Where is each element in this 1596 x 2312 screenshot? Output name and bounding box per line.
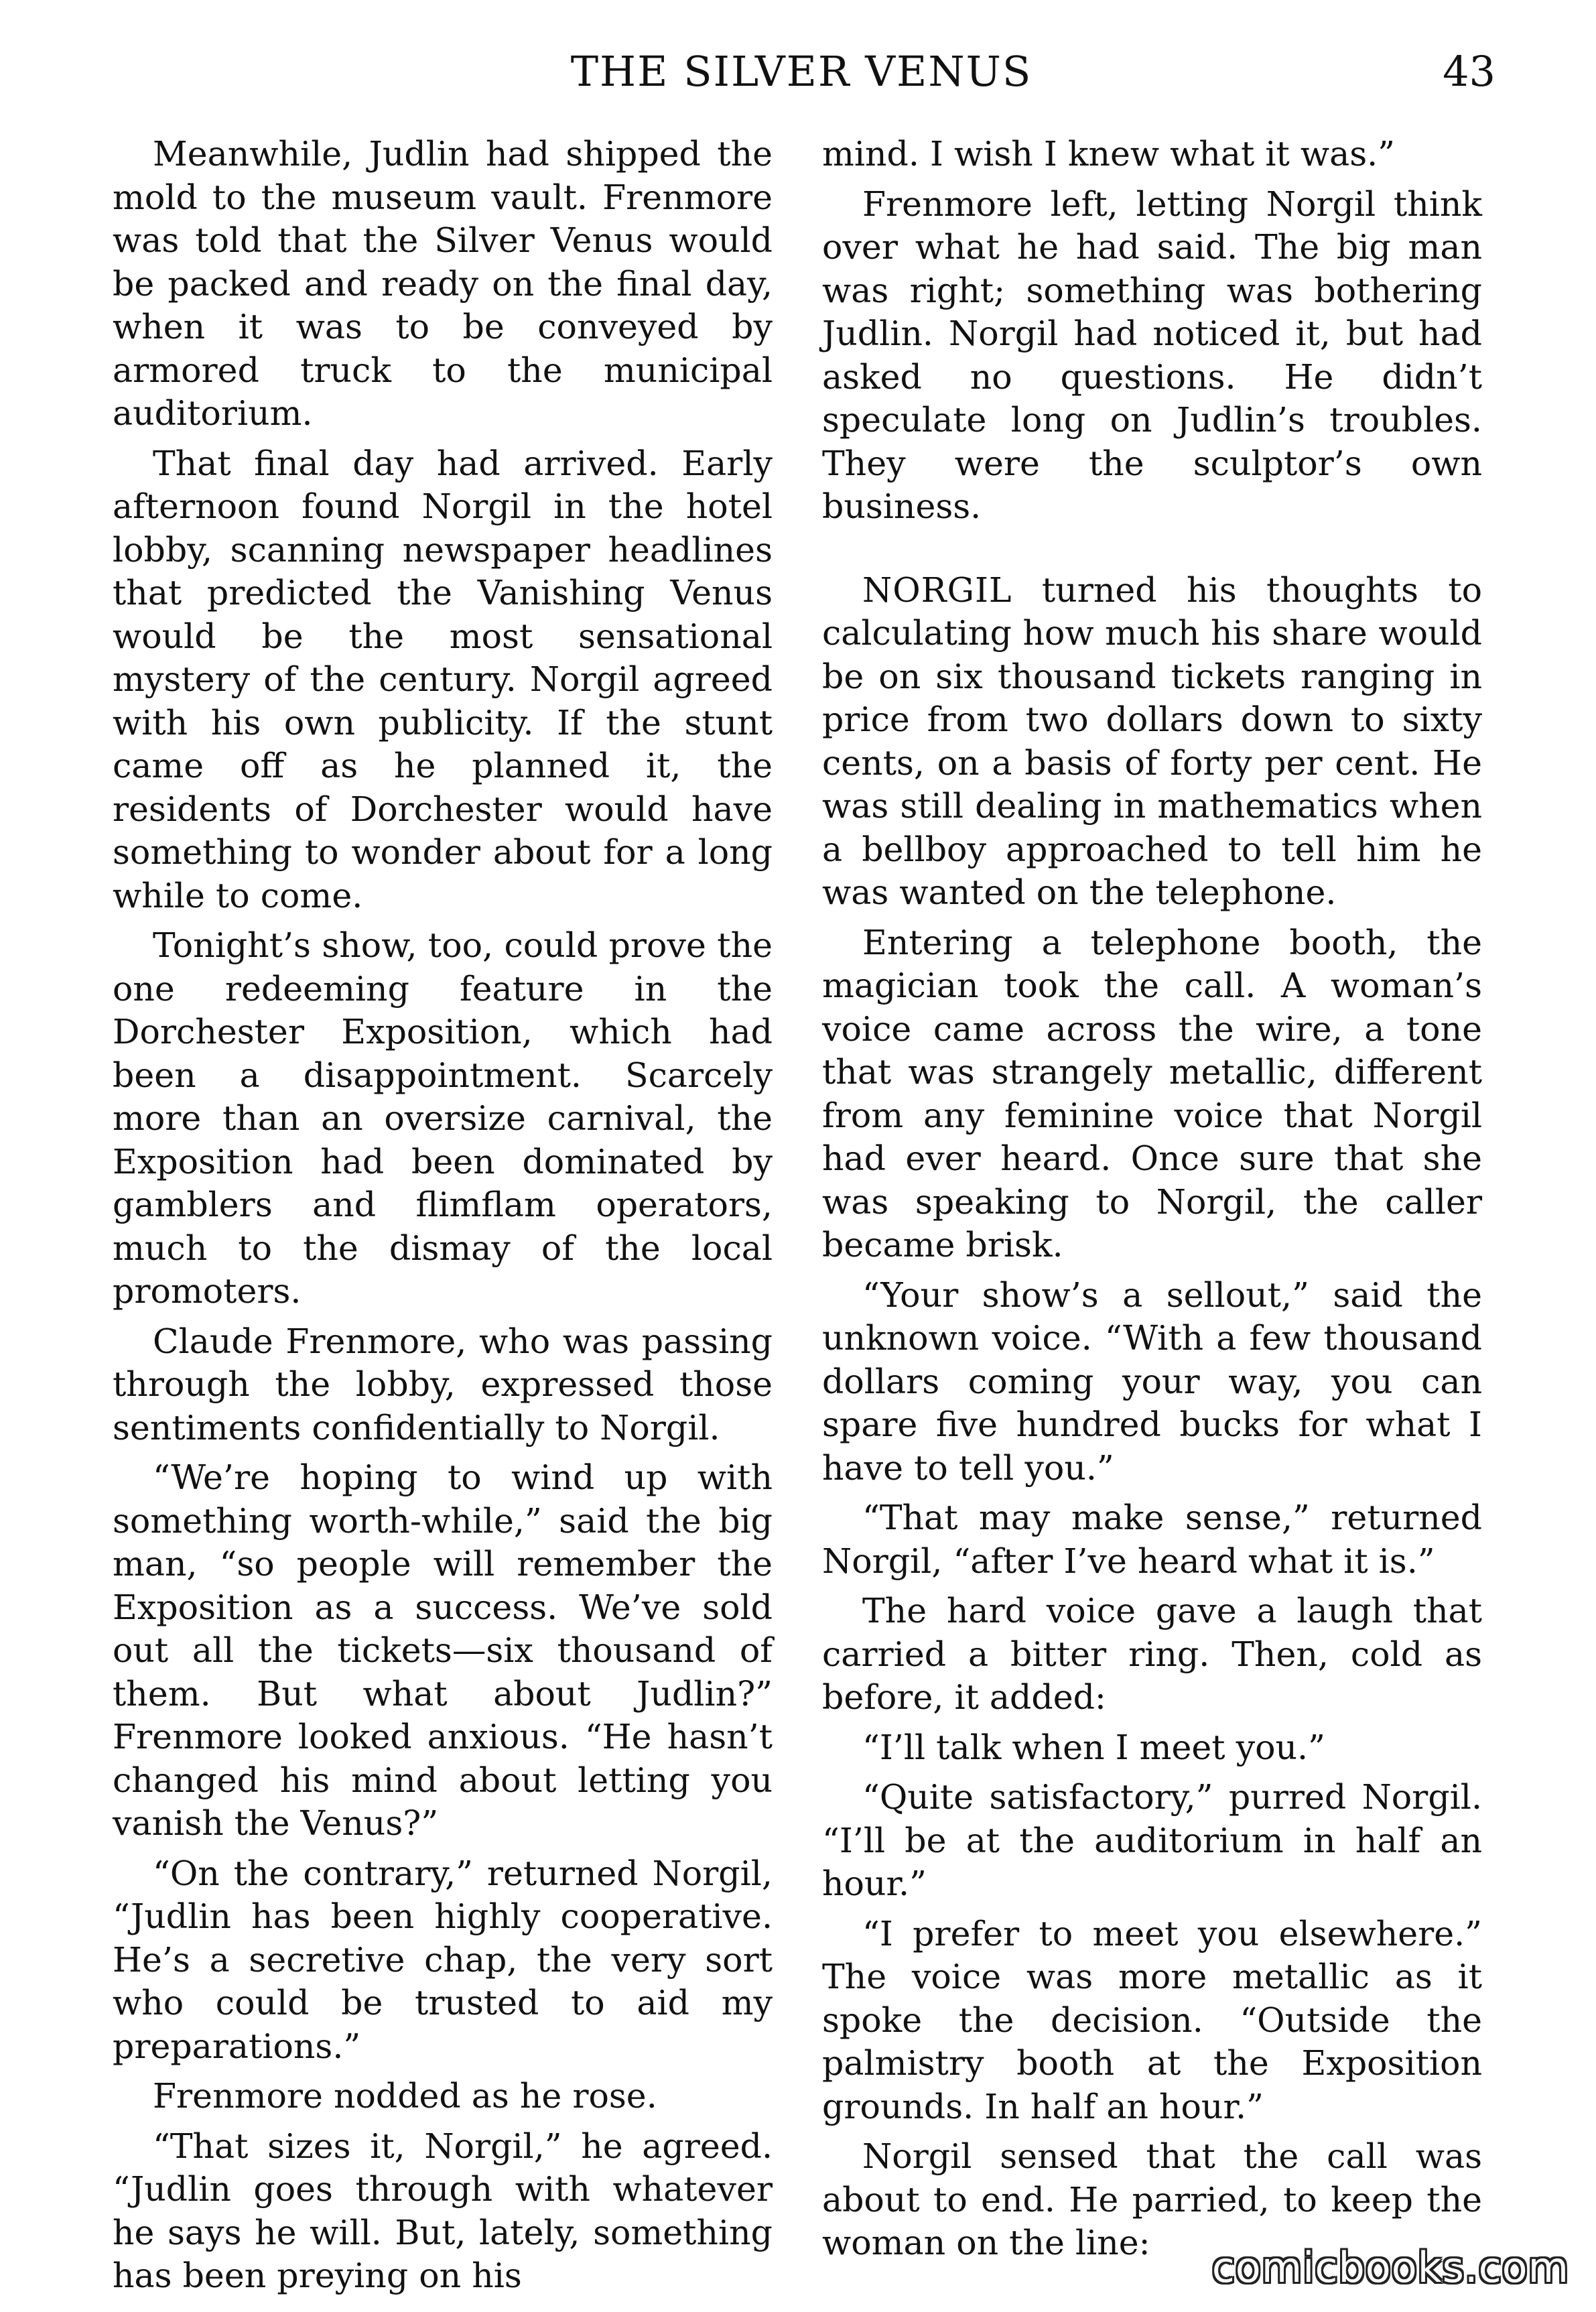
paragraph: Tonight’s show, too, could prove the one redeeming feature in the Dorchester Exposition, which had been a disappointment. Scarcely more than an oversize carnival, the Exposition had been dominated by gamblers and flimflam operators, much to the dismay of the local promoters.	[113, 925, 773, 1311]
page-header	[107, 47, 1495, 107]
paragraph: Entering a telephone booth, the magician took the call. A woman’s voice came across the wire, a tone that was strangely metallic, different from any feminine voice that Norgil had ever heard. Once sure that she was speaking to Norgil, the caller became brisk.	[822, 922, 1482, 1265]
paragraph: Norgil sensed that the call was about to end. He parried, to keep the woman on the line:	[822, 2136, 1482, 2262]
paragraph: “Your show’s a sellout,” said the unknown voice. “With a few thousand dollars coming your way, you can spare five hundred bucks for what I have to tell you.”	[822, 1275, 1482, 1488]
paragraph: Frenmore nodded as he rose.	[153, 2076, 657, 2116]
paragraph: Frenmore left, letting Norgil think over what he had said. The big man was right; something was bothering Judlin. Norgil had noticed it, but had asked no questions. He didn’t speculate long on Judlin’s troubles. They were the sculptor’s own business.	[822, 184, 1482, 526]
paragraph: “Quite satisfactory,” purred Norgil. “I’ll be at the auditorium in half an hour.”	[822, 1777, 1482, 1903]
left-column	[113, 133, 773, 2305]
section-lead-word: NORGIL	[862, 570, 1012, 610]
right-column	[822, 133, 1482, 2272]
continued-paragraph: mind. I wish I knew what it was.”	[822, 134, 1395, 174]
paragraph: Claude Frenmore, who was passing through the lobby, expressed those sentiments confidentially to Norgil.	[113, 1321, 773, 1448]
paragraph: That final day had arrived. Early afternoon found Norgil in the hotel lobby, scanning newspaper headlines that predicted the Vanishing Venus would be the most sensational mystery of the century. Norgil agreed with his own publicity. If the stunt came off as he planned it, the residents of Dorchester would have something to wonder about for a long while to come.	[113, 443, 773, 915]
section-start-paragraph	[822, 569, 1482, 915]
paragraph: Meanwhile, Judlin had shipped the mold to the museum vault. Frenmore was told that the Silver Venus would be packed and ready on the final day, when it was to be conveyed by armored truck to the municipal auditorium.	[113, 134, 773, 433]
paragraph: “I’ll talk when I meet you.”	[862, 1727, 1325, 1767]
paragraph: The hard voice gave a laugh that carried a bitter ring. Then, cold as before, it added:	[822, 1591, 1482, 1717]
paragraph: “That sizes it, Norgil,” he agreed. “Judlin goes through with whatever he says he will. But, lately, something has been preying on his	[113, 2126, 773, 2295]
page-number: 43	[1443, 47, 1495, 96]
section-lead-rest: turned his thoughts to calculating how much his share would be on six thousand tickets ranging in price from two dollars down to sixty cents, on a basis of forty per cent. He was still dealing in mathematics when a bellboy approached to tell him he was wanted on the telephone.	[822, 570, 1482, 912]
site-watermark: comicbooks.com	[1211, 2243, 1569, 2292]
paragraph: “I prefer to meet you elsewhere.” The voice was more metallic as it spoke the decision. “Outside the palmistry booth at the Exposition grounds. In half an hour.”	[822, 1913, 1482, 2126]
paragraph: “On the contrary,” returned Norgil, “Judlin has been highly cooperative. He’s a secretive chap, the very sort who could be trusted to aid my preparations.”	[113, 1853, 773, 2066]
paragraph: “We’re hoping to wind up with something worth-while,” said the big man, “so people will remember the Exposition as a success. We’ve sold out all the tickets—six thousand of them. But what about Judlin?” Frenmore looked anxious. “He hasn’t changed his mind about letting you vanish the Venus?”	[113, 1458, 773, 1843]
running-title: THE SILVER VENUS	[570, 47, 1033, 96]
paragraph: “That may make sense,” returned Norgil, “after I’ve heard what it is.”	[822, 1498, 1482, 1581]
